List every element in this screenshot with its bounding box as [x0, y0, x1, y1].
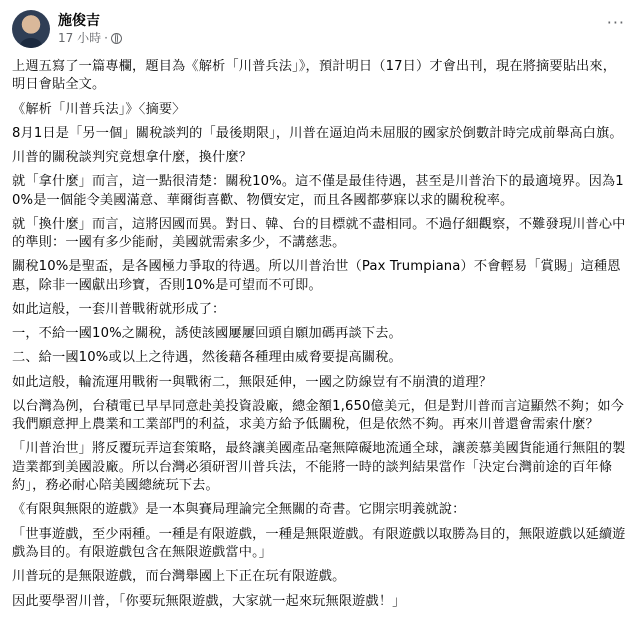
post-paragraph: 二、給一國10%或以上之待遇，然後藉各種理由威脅要提高關稅。: [12, 350, 402, 366]
author-avatar[interactable]: [12, 10, 50, 48]
post-paragraph: 川普玩的是無限遊戲，而台灣舉國上下正在玩有限遊戲。: [12, 569, 346, 585]
post-header: [12, 8, 629, 50]
globe-icon: [111, 33, 122, 44]
separator-dot: ·: [104, 31, 108, 45]
post-body: [12, 58, 629, 611]
post-paragraph: 《有限與無限的遊戲》是一本與賽局理論完全無關的奇書。它開宗明義就說：: [12, 502, 466, 518]
post-paragraph: 「世事遊戲，至少兩種。一種是有限遊戲，一種是無限遊戲。有限遊戲以取勝為目的，無限遊戲以延續遊戲為目的。有限遊戲包含在無限遊戲當中。」: [12, 526, 626, 561]
post-paragraph: 上週五寫了一篇專欄，題目為《解析「川普兵法」》，預計明日（17日）才會出刊，現在將摘要貼出來，明日會貼全文。: [12, 59, 617, 93]
post-paragraph: 「川普治世」將反覆玩弄這套策略，最終讓美國產品毫無障礙地流通全球，讓羨慕美國貨能通行無阻的製造業都到美國設廠。所以台灣必須研習川普兵法，不能將一時的談判結果當作「決定台灣前途的百年條約」，務必耐心陪美國總統玩下去。: [12, 441, 626, 494]
more-options-icon[interactable]: ···: [606, 13, 625, 32]
post-timestamp[interactable]: 17 小時: [58, 31, 102, 45]
post-paragraph: 如此這般，輪流運用戰術一與戰術二，無限延伸，一國之防線豈有不崩潰的道理？: [12, 374, 493, 390]
post-paragraph: 一，不給一國10%之關稅，誘使該國屢屢回頭自願加碼再談下去。: [12, 326, 402, 342]
post-paragraph: 因此要學習川普，「你要玩無限遊戲，大家就一起來玩無限遊戲！」: [12, 593, 406, 609]
author-name[interactable]: 施俊吉: [58, 13, 100, 29]
post-paragraph: 如此這般，一套川普戰術就形成了：: [12, 302, 226, 318]
post-paragraph: 以台灣為例，台積電已早早同意赴美投資設廠，總金額1,650億美元，但是對川普而言這顯然不夠；如今我們願意押上農業和工業部門的利益，求美方給予低關稅，但是依然不夠。再來川普還會需索什麼？: [12, 398, 625, 433]
post-paragraph: 關稅10%是聖盃，是各國極力爭取的待遇。所以川普治世（Pax Trumpiana）不會輕易「賞賜」這種恩惠，除非一國獻出珍寶，否則10%是可望而不可即。: [12, 259, 621, 293]
post-paragraph: 8月1日是「另一個」關稅談判的「最後期限」，川普在逼迫尚未屈服的國家於倒數計時完成前舉高白旗。: [12, 125, 623, 141]
post-paragraph: 川普的關稅談判究竟想拿什麼，換什麼？: [12, 150, 253, 166]
post-paragraph: 就「拿什麼」而言，這一點很清楚：關稅10%。這不僅是最佳待遇，甚至是川普治下的最適境界。因為10%是一個能令美國滿意、華爾街喜歡、物價安定，而且各國都夢寐以求的關稅稅率。: [12, 174, 624, 208]
post-paragraph: 《解析「川普兵法」》〈摘要〉: [12, 101, 186, 117]
post-meta: [58, 12, 122, 46]
post-time-row: [58, 30, 122, 46]
post-paragraph: 就「換什麼」而言，這將因國而異。對日、韓、台的目標就不盡相同。不過仔細觀察，不難發現川普心中的準則：一國有多少能耐，美國就需索多少，不講慈悲。: [12, 216, 626, 251]
